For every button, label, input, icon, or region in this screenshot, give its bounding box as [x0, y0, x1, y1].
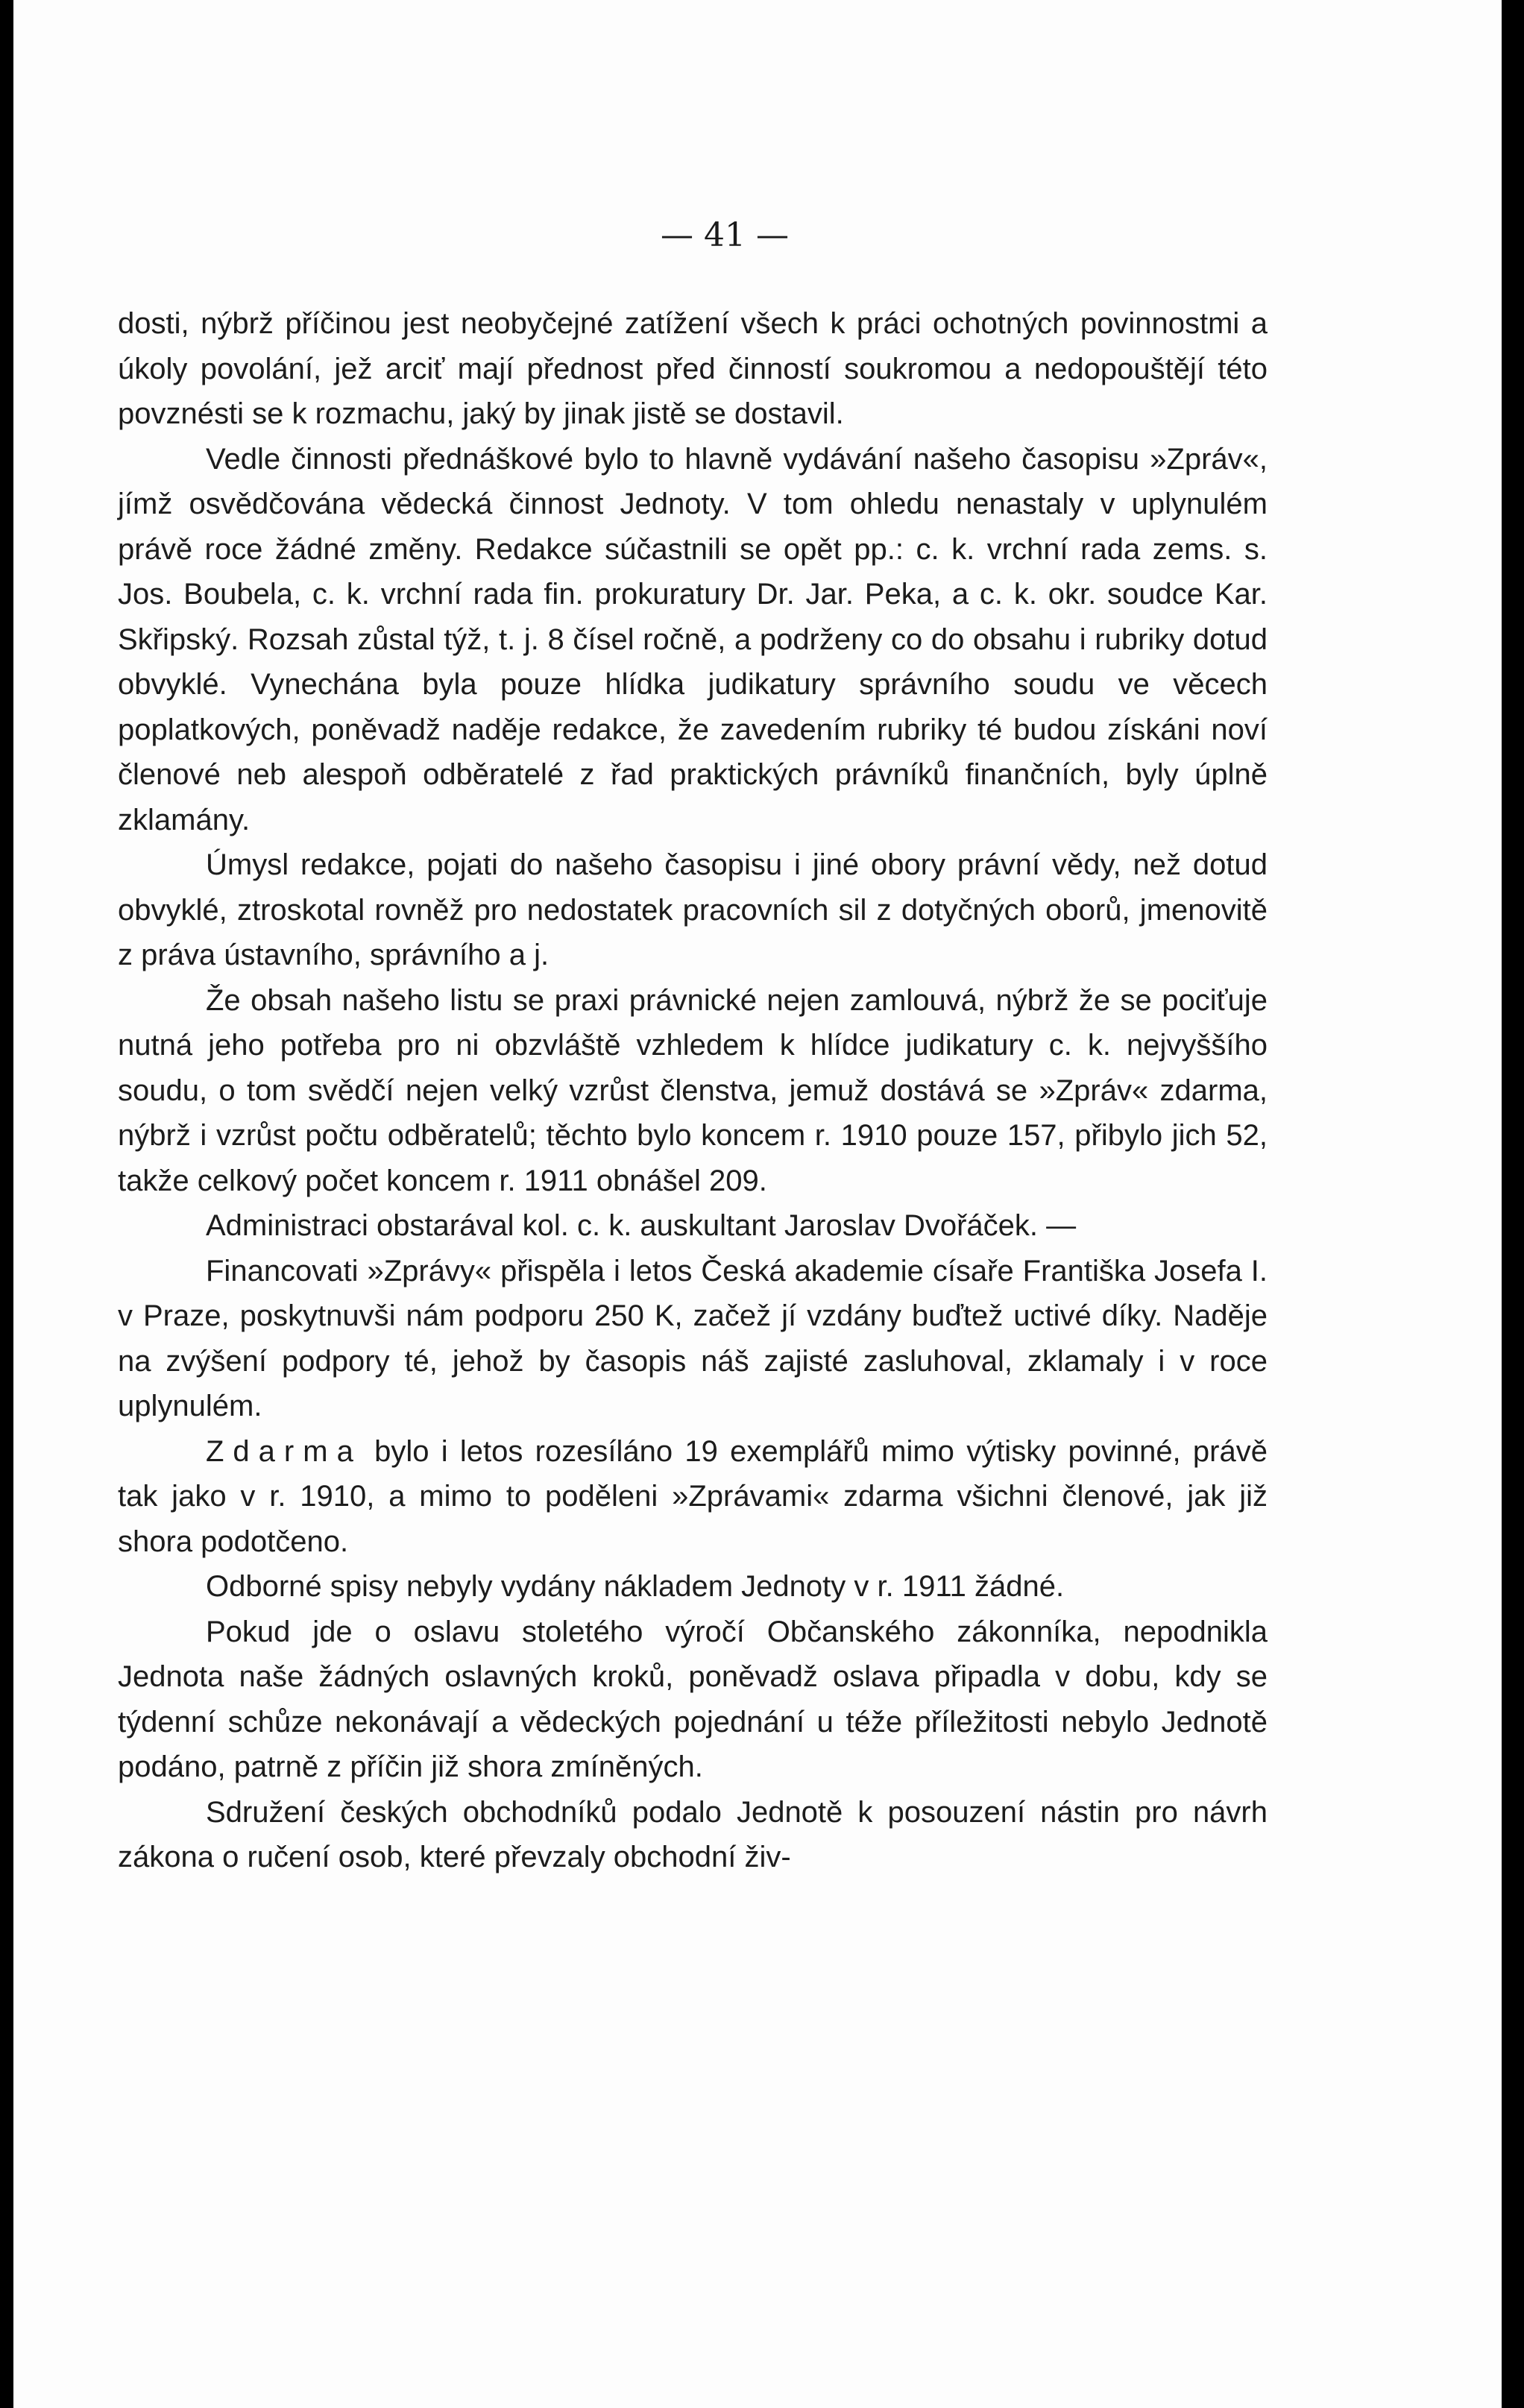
document-page — [13, 0, 1502, 2408]
paragraph-4: Že obsah našeho listu se praxi právnické nejen zamlouvá, nýbrž že se pociťuje nutná jeho potřeba pro ni obzvláště vzhledem k hlídce judikatury c. k. nejvyššího soudu, o tom svědčí nejen velký vzrůst členstva, jemuž dostává se »Zpráv« zdarma, nýbrž i vzrůst počtu odběratelů; těchto bylo koncem r. 1910 pouze 157, přibylo jich 52, takže celkový počet koncem r. 1911 obnášel 209. — [118, 983, 1268, 1197]
spaced-lead-word: Zdarma — [206, 1434, 362, 1468]
page-number: — 41 — — [661, 216, 789, 254]
paragraph-9: Pokud jde o oslavu stoletého výročí Občanského zákonníka, nepodnikla Jednota naše žádných oslavných kroků, poněvadž oslava připadla v dobu, kdy se týdenní schůze nekonávají a vědeckých pojednání u téže příležitosti nebylo Jednotě podáno, patrně z příčin již shora zmíněných. — [118, 1615, 1268, 1783]
paragraph-10: Sdružení českých obchodníků podalo Jednotě k posouzení nástin pro návrh zákona o ručení osob, které převzaly obchodní živ- — [118, 1795, 1268, 1873]
paragraph-7 — [118, 1429, 1268, 1565]
paragraph-8: Odborné spisy nebyly vydány nákladem Jednoty v r. 1911 žádné. — [206, 1570, 1065, 1603]
paragraph-3: Úmysl redakce, pojati do našeho časopisu i jiné obory právní vědy, než dotud obvyklé, ztroskotal rovněž pro nedostatek pracovních sil z dotyčných oborů, jmenovitě z práva ústavního, správního a j. — [118, 848, 1268, 971]
body-text — [118, 301, 1268, 1880]
paragraph-7-text: bylo i letos rozesíláno 19 exemplářů mimo výtisky povinné, právě tak jako v r. 1910, a mimo to poděleni »Zprávami« zdarma všichni členové, jak již shora podotčeno. — [118, 1434, 1268, 1558]
paragraph-5: Administraci obstarával kol. c. k. auskultant Jaroslav Dvořáček. — — [206, 1209, 1077, 1242]
paragraph-1: dosti, nýbrž příčinou jest neobyčejné zatížení všech k práci ochotných povinnostmi a úkoly povolání, jež arciť mají přednost před činností soukromou a nedopouštějí této povznésti se k rozmachu, jaký by jinak jistě se dostavil. — [118, 307, 1268, 430]
paragraph-2: Vedle činnosti přednáškové bylo to hlavně vydávání našeho časopisu »Zpráv«, jímž osvědčována vědecká činnost Jednoty. V tom ohledu nenastaly v uplynulém právě roce žádné změny. Redakce súčastnili se opět pp.: c. k. vrchní rada zems. s. Jos. Boubela, c. k. vrchní rada fin. prokuratury Dr. Jar. Peka, a c. k. okr. soudce Kar. Skřipský. Rozsah zůstal týž, t. j. 8 čísel ročně, a podrženy co do obsahu i rubriky dotud obvyklé. Vynechána byla pouze hlídka judikatury správního soudu ve věcech poplatkových, poněvadž naděje redakce, že zavedením rubriky té budou získáni noví členové neb alespoň odběratelé z řad praktických právníků finančních, byly úplně zklamány. — [118, 442, 1268, 836]
paragraph-6: Financovati »Zprávy« přispěla i letos Česká akademie císaře Františka Josefa I. v Praze, poskytnuvši nám podporu 250 K, začež jí vzdány buďtež uctivé díky. Naděje na zvýšení podpory té, jehož by časopis náš zajisté zasluhoval, zklamaly i v roce uplynulém. — [118, 1254, 1268, 1422]
